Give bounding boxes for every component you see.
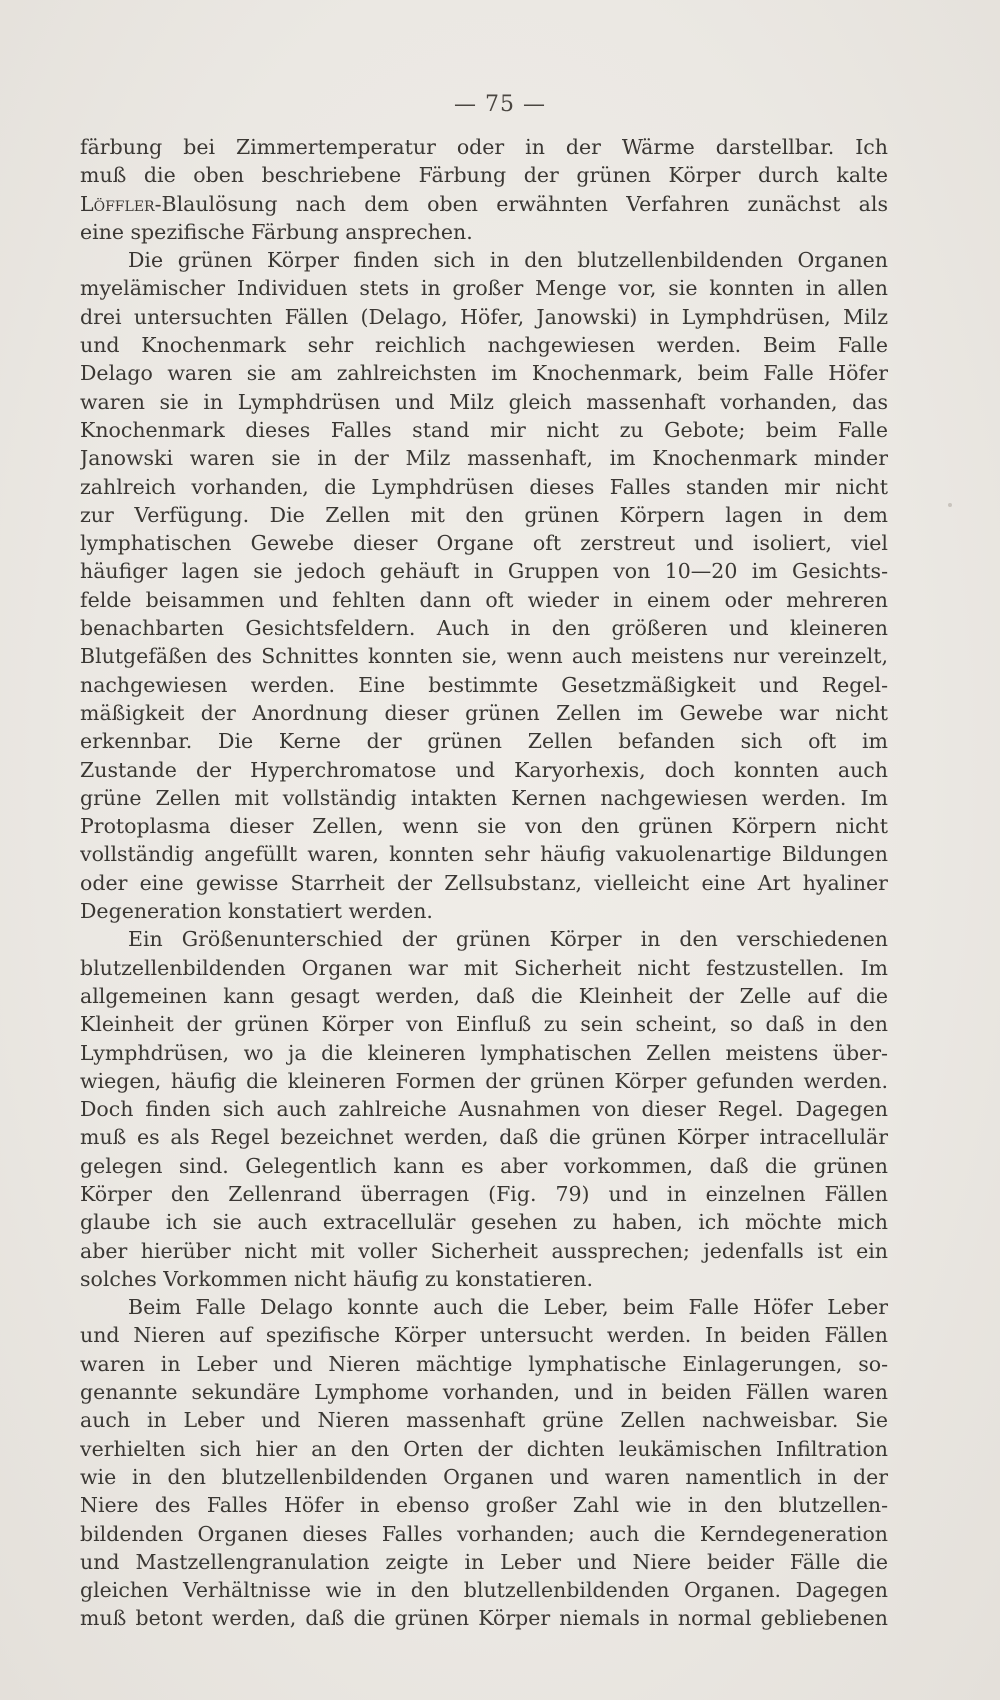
text-line: gleichen Verhältnisse wie in den blutzellenbildenden Organen. Dagegen [80, 1578, 888, 1603]
text-line: muß betont werden, daß die grünen Körper niemals in normal gebliebenen [80, 1606, 888, 1631]
text-line: zur Verfügung. Die Zellen mit den grünen Körpern lagen in dem [80, 502, 888, 527]
page-number: — 75 — [454, 92, 546, 117]
text-line: lymphatischen Gewebe dieser Organe oft zerstreut und isoliert, viel [80, 531, 888, 556]
text-line: Körper den Zellenrand überragen (Fig. 79) und in einzelnen Fällen [80, 1181, 888, 1206]
text-line: Doch finden sich auch zahlreiche Ausnahmen von dieser Regel. Dagegen [80, 1097, 888, 1122]
text-line: verhielten sich hier an den Orten der dichten leukämischen Infiltration [80, 1436, 888, 1461]
text-line: solches Vorkommen nicht häufig zu konstatieren. [80, 1266, 594, 1291]
text-line: wie in den blutzellenbildenden Organen und waren namentlich in der [80, 1464, 888, 1489]
text-line: Protoplasma dieser Zellen, wenn sie von den grünen Körpern nicht [80, 814, 888, 839]
text-line: Knochenmark dieses Falles stand mir nicht zu Gebote; beim Falle [80, 417, 888, 442]
text-line: waren sie in Lymphdrüsen und Milz gleich massenhaft vorhanden, das [80, 389, 888, 414]
text-line: drei untersuchten Fällen (Delago, Höfer, Janowski) in Lymphdrüsen, Milz [80, 304, 888, 329]
text-line: genannte sekundäre Lymphome vorhanden, und in beiden Fällen waren [80, 1380, 888, 1405]
text-line: auch in Leber und Nieren massenhaft grüne Zellen nachweisbar. Sie [80, 1408, 888, 1433]
text-line: gelegen sind. Gelegentlich kann es aber vorkommen, daß die grünen [80, 1153, 888, 1178]
text-line: Delago waren sie am zahlreichsten im Knochenmark, beim Falle Höfer [80, 361, 888, 386]
text-line: Beim Falle Delago konnte auch die Leber, beim Falle Höfer Leber [128, 1295, 888, 1320]
paper-speck [948, 503, 952, 507]
text-line: myelämischer Individuen stets in großer Menge vor, sie konnten in allen [80, 276, 888, 301]
text-line: Janowski waren sie in der Milz massenhaft, im Knochenmark minder [80, 446, 888, 471]
text-line: glaube ich sie auch extracellulär gesehen zu haben, ich möchte mich [80, 1210, 888, 1235]
text-line: häufiger lagen sie jedoch gehäuft in Gruppen von 10—20 im Gesichts- [80, 559, 888, 584]
text-line: allgemeinen kann gesagt werden, daß die Kleinheit der Zelle auf die [80, 983, 888, 1008]
text-line: färbung bei Zimmertemperatur oder in der Wärme darstellbar. Ich [80, 135, 888, 159]
text-line: Zustande der Hyperchromatose und Karyorhexis, doch konnten auch [80, 757, 888, 782]
text-line: Kleinheit der grünen Körper von Einfluß zu sein scheint, so daß in den [80, 1012, 888, 1037]
text-line: bildenden Organen dieses Falles vorhanden; auch die Kerndegeneration [80, 1521, 888, 1546]
text-line: oder eine gewisse Starrheit der Zellsubstanz, vielleicht eine Art hyaliner [80, 870, 888, 895]
text-line: waren in Leber und Nieren mächtige lymphatische Einlagerungen, so- [80, 1351, 888, 1376]
text-line: aber hierüber nicht mit voller Sicherheit aussprechen; jedenfalls ist ein [80, 1238, 888, 1263]
text-line: und Mastzellengranulation zeigte in Leber und Niere beider Fälle die [80, 1549, 888, 1574]
text-line: muß die oben beschriebene Färbung der grünen Körper durch kalte [80, 163, 888, 188]
text-line: zahlreich vorhanden, die Lymphdrüsen dieses Falles standen mir nicht [80, 474, 888, 499]
text-line: eine spezifische Färbung ansprechen. [80, 219, 473, 244]
text-line: Lymphdrüsen, wo ja die kleineren lymphatischen Zellen meistens über- [80, 1040, 888, 1065]
text-line: Ein Größenunterschied der grünen Körper in den verschiedenen [128, 927, 888, 952]
text-line: erkennbar. Die Kerne der grünen Zellen befanden sich oft im [80, 729, 888, 754]
text-line: mäßigkeit der Anordnung dieser grünen Zellen im Gewebe war nicht [80, 700, 888, 725]
text-line: wiegen, häufig die kleineren Formen der grünen Körper gefunden werden. [80, 1068, 888, 1093]
text-line: Degeneration konstatiert werden. [80, 899, 433, 924]
text-line: muß es als Regel bezeichnet werden, daß die grünen Körper intracellulär [80, 1125, 888, 1150]
text-line: Niere des Falles Höfer in ebenso großer Zahl wie in den blutzellen- [80, 1493, 888, 1518]
text-line: Die grünen Körper finden sich in den blutzellenbildenden Organen [128, 248, 888, 273]
text-line: Blutgefäßen des Schnittes konnten sie, wenn auch meistens nur vereinzelt, [80, 644, 888, 669]
text-line: vollständig angefüllt waren, konnten sehr häufig vakuolenartige Bildungen [80, 842, 888, 867]
text-line: grüne Zellen mit vollständig intakten Kernen nachgewiesen werden. Im [80, 785, 888, 810]
text-line: benachbarten Gesichtsfeldern. Auch in den größeren und kleineren [80, 616, 888, 641]
text-line: und Knochenmark sehr reichlich nachgewiesen werden. Beim Falle [80, 333, 888, 358]
text-line: felde beisammen und fehlten dann oft wieder in einem oder mehreren [80, 587, 888, 612]
text-line: nachgewiesen werden. Eine bestimmte Gesetzmäßigkeit und Regel- [80, 672, 888, 697]
text-line: und Nieren auf spezifische Körper untersucht werden. In beiden Fällen [80, 1323, 888, 1348]
text-line: blutzellenbildenden Organen war mit Sicherheit nicht festzustellen. Im [80, 955, 888, 980]
body-text [80, 133, 888, 1633]
text-line: Löffler-Blaulösung nach dem oben erwähnten Verfahren zunächst als [80, 191, 888, 216]
